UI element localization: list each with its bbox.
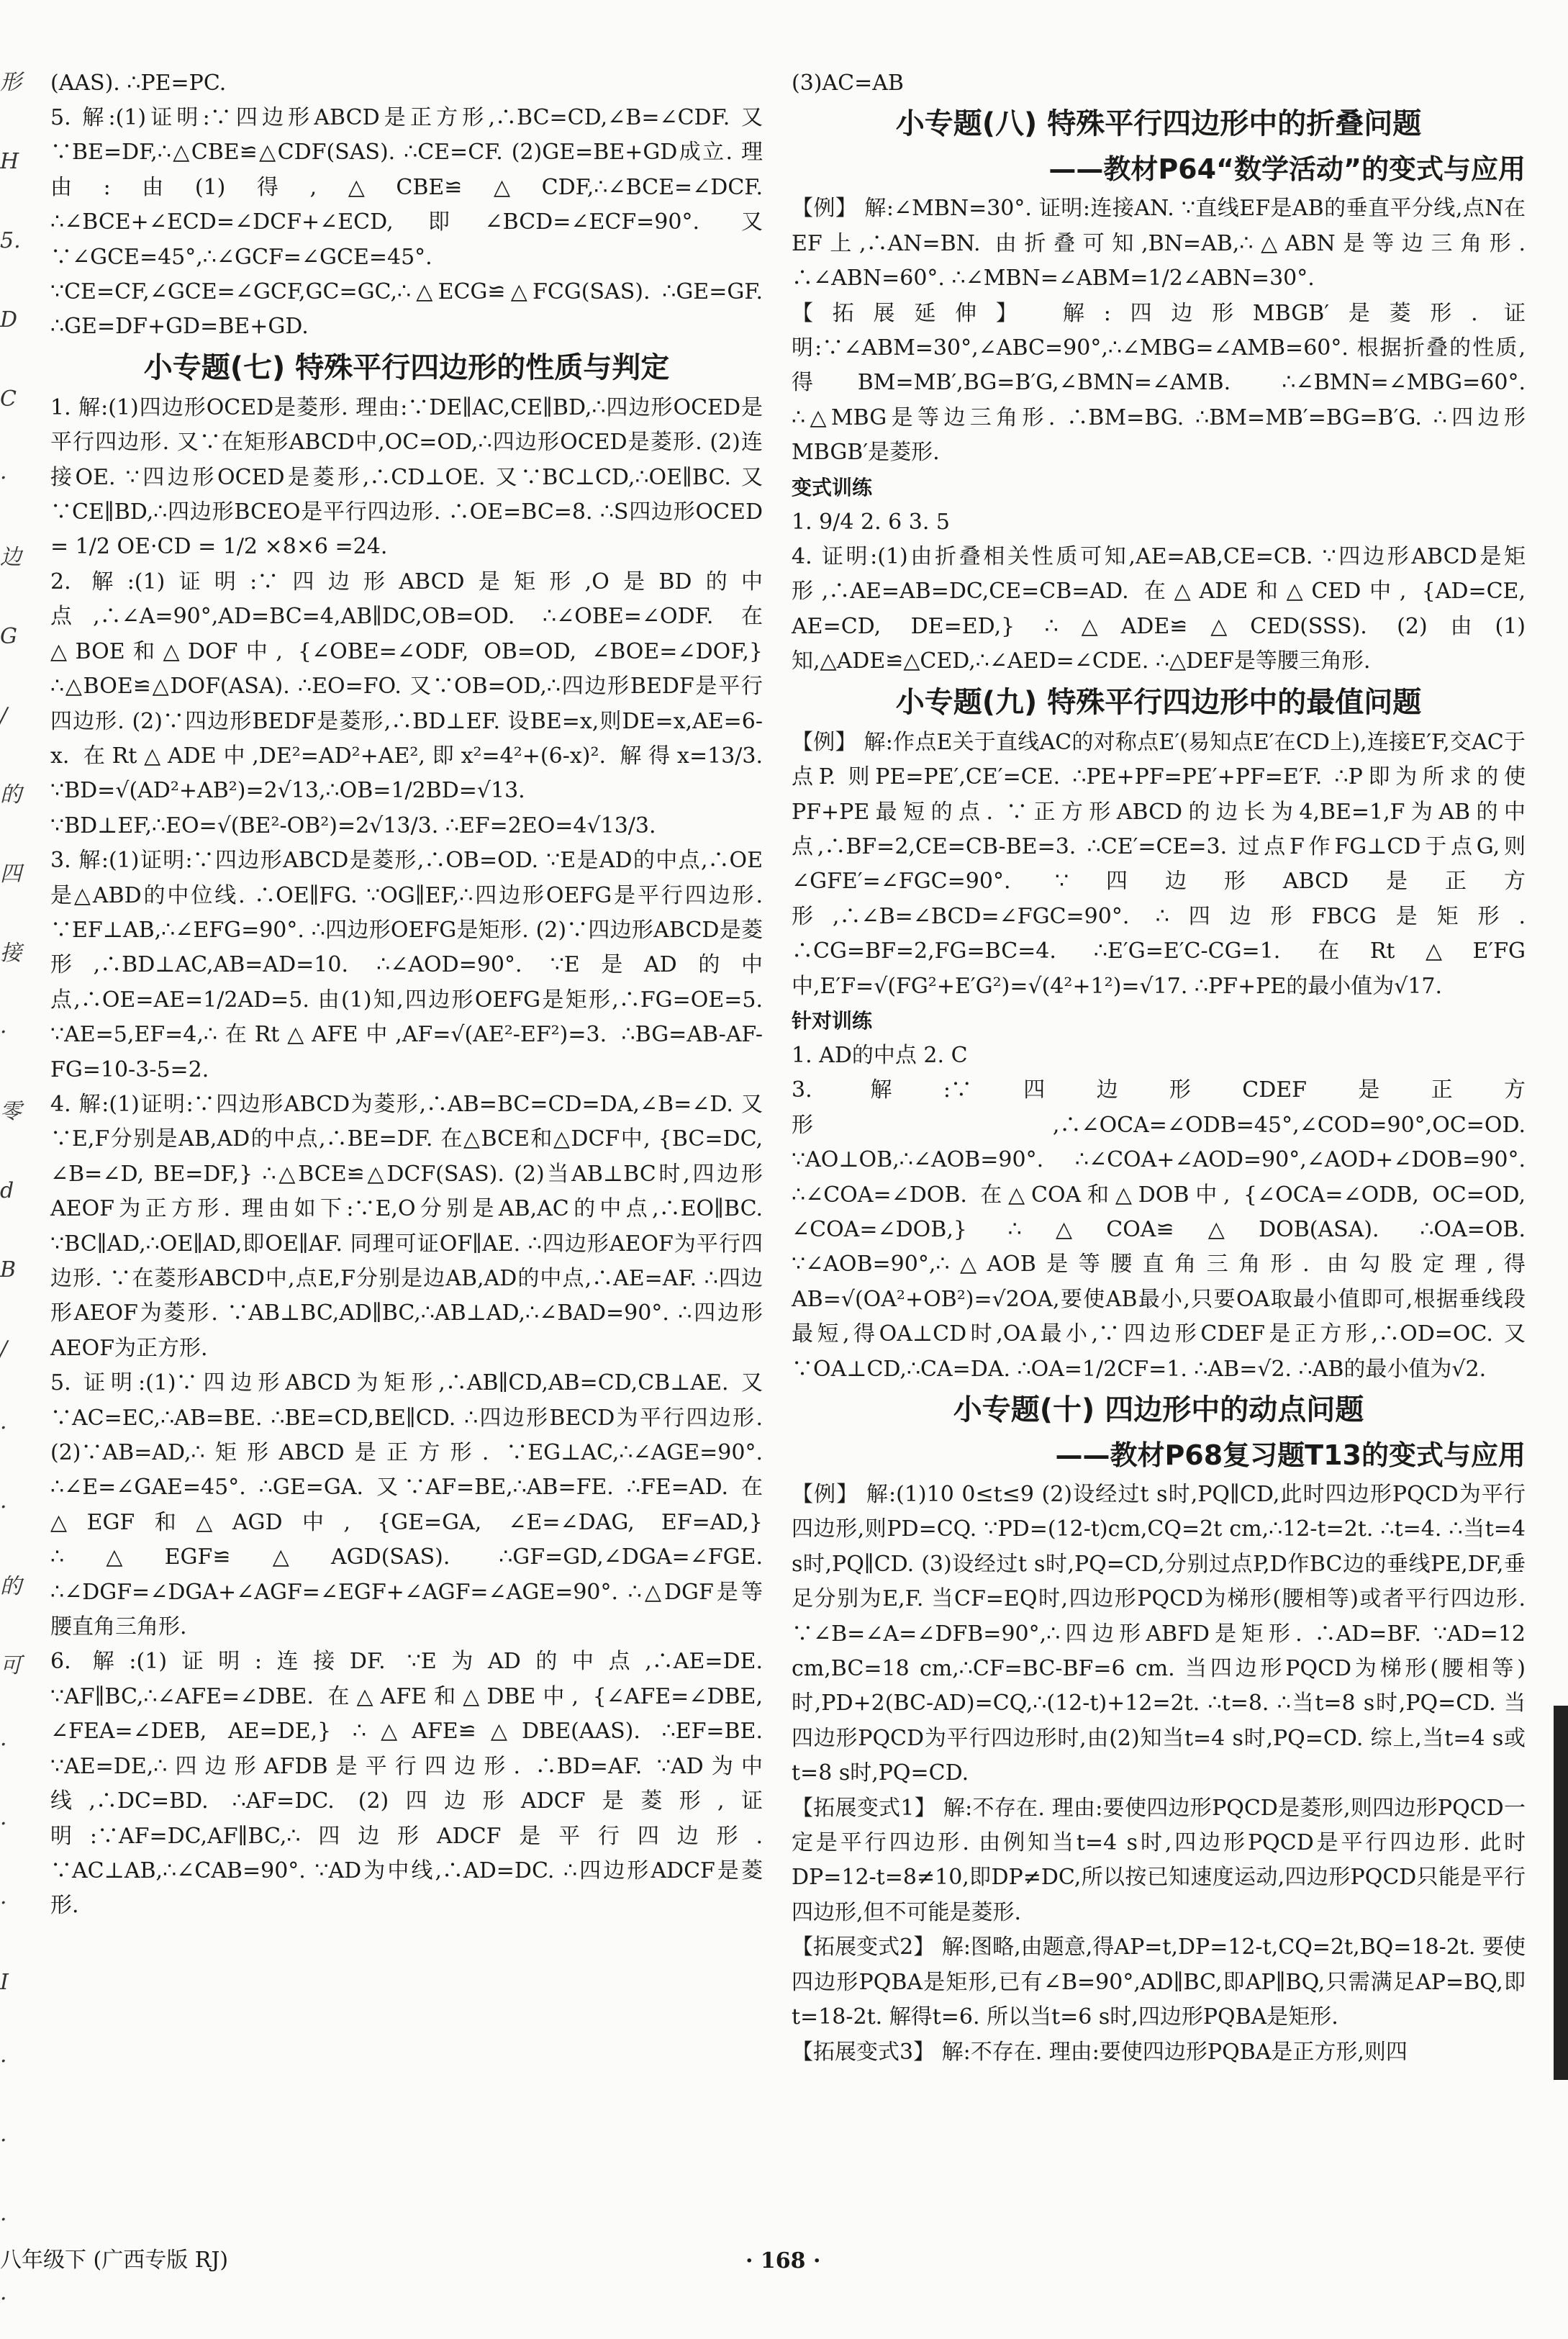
gutter-char: 的 [0, 1574, 22, 1599]
gutter-char: · [0, 1020, 7, 1045]
gutter-char: 零 [0, 1099, 22, 1124]
gutter-char: 边 [0, 545, 22, 570]
gutter-char: · [0, 2207, 7, 2232]
section-title: 小专题(七) 特殊平行四边形的性质与判定 [143, 350, 670, 384]
gutter-char: G [0, 624, 17, 649]
section-title: 小专题(九) 特殊平行四边形中的最值问题 [895, 685, 1422, 719]
section-subtitle: ——教材P64“数学活动”的变式与应用 [1048, 153, 1526, 186]
gutter-char: · [0, 2049, 7, 2074]
gutter-char: C [0, 386, 17, 412]
gutter-char: 可 [0, 1653, 22, 1678]
section-title: 小专题(八) 特殊平行四边形中的折叠问题 [895, 107, 1422, 141]
gutter-char: · [0, 466, 7, 491]
left-items [50, 101, 763, 1924]
solution-paragraph: 【拓展变式2】 解:图略,由题意,得AP=t,DP=12-t,CQ=2t,BQ=18-2t. 要使四边形PQBA是矩形,已有∠B=90°,AD∥BC,即AP∥BQ,只需满足AP=BQ,即t=18-2t. 解得t=6. 所以当t=6 s时,四边形PQBA是矩形. [792, 1935, 1526, 2030]
section-subtitle: ——教材P68复习题T13的变式与应用 [1055, 1439, 1526, 1471]
solution-paragraph: 3. 解:(1)证明:∵四边形ABCD是菱形,∴OB=OD. ∵E是AD的中点,∴OE是△ABD的中位线. ∴OE∥FG. ∵OG∥EF,∴四边形OEFG是平行四边形. ∵EF⊥AB,∴∠EFG=90°. ∴四边形OEFG是矩形. (2)∵四边形ABCD是菱形,∴BD⊥AC,AB=AD=10. ∴∠AOD=90°. ∵E是AD的中点,∴OE=AE=1/2AD=5. 由(1)知,四边形OEFG是矩形,∴FG=OE=5. ∵AE=5,EF=4,∴在Rt△AFE中,AF=√(AE²-EF²)=3. ∴BG=AB-AF-FG=10-3-5=2. [50, 848, 763, 1082]
solution-paragraph: 【拓展变式1】 解:不存在. 理由:要使四边形PQCD是菱形,则四边形PQCD一定是平行四边形. 由例知当t=4 s时,四边形PQCD是平行四边形. 此时DP=12-t=8≠10,即DP≠DC,所以按已知速度运动,四边形PQCD只能是平行四边形,但不可能是菱形. [792, 1795, 1526, 1925]
left-top-line: (AAS). ∴PE=PC. [50, 71, 227, 96]
gutter-char: · [0, 1891, 7, 1916]
binding-edge-mark [1554, 1706, 1568, 2080]
gutter-char: 接 [0, 941, 22, 966]
gutter-char: · [0, 1732, 7, 1757]
solution-paragraph: 2. 解:(1)证明:∵四边形ABCD是矩形,O是BD的中点,∴∠A=90°,AD=BC=4,AB∥DC,OB=OD. ∴∠OBE=∠ODF. 在△BOE和△DOF中, {∠OBE=∠ODF, OB=OD, ∠BOE=∠DOF,} ∴△BOE≌△DOF(ASA). ∴EO=FO. 又∵OB=OD,∴四边形BEDF是平行四边形. (2)∵四边形BEDF是菱形,∴BD⊥EF. 设BE=x,则DE=x,AE=6-x. 在Rt△ADE中,DE²=AD²+AE²,即x²=4²+(6-x)². 解得x=13/3. ∵BD=√(AD²+AB²)=2√13,∴OB=1/2BD=√13. ∵BD⊥EF,∴EO=√(BE²-OB²)=2√13/3. ∴EF=2EO=4√13/3. [50, 569, 763, 838]
gutter-char: B [0, 1257, 17, 1282]
gutter-char: D [0, 307, 18, 332]
right-items [792, 66, 1526, 2070]
gutter-char: · [0, 1811, 7, 1837]
exercise-label: 变式训练 [792, 475, 873, 499]
solution-paragraph: 【例】 解:作点E关于直线AC的对称点E′(易知点E′在CD上),连接E′F,交AC于点P. 则PE=PE′,CE′=CE. ∴PE+PF=PE′+PF=E′F. ∴P即为所求的使PF+PE最短的点. ∵正方形ABCD的边长为4,BE=1,F为AB的中点,∴BF=2,CE=CB-BE=3. ∴CE′=CE=3. 过点F作FG⊥CD于点G,则∠GFE′=∠FGC=90°. ∵四边形ABCD是正方形,∴∠B=∠BCD=∠FGC=90°. ∴四边形FBCG是矩形. ∴CG=BF=2,FG=BC=4. ∴E′G=E′C-CG=1. 在Rt△E′FG中,E′F=√(FG²+E′G²)=√(4²+1²)=√17. ∴PF+PE的最小值为√17. [792, 729, 1526, 999]
solution-paragraph: 5. 解:(1)证明:∵四边形ABCD是正方形,∴BC=CD,∠B=∠CDF. 又∵BE=DF,∴△CBE≌△CDF(SAS). ∴CE=CF. (2)GE=BE+GD成立. 理由:由(1)得,△CBE≌△CDF,∴∠BCE=∠DCF. ∴∠BCE+∠ECD=∠DCF+∠ECD,即∠BCD=∠ECF=90°. 又∵∠GCE=45°,∴∠GCF=∠GCE=45°. ∵CE=CF,∠GCE=∠GCF,GC=GC,∴△ECG≌△FCG(SAS). ∴GE=GF. ∴GE=DF+GD=BE+GD. [50, 105, 763, 340]
gutter-char: d [0, 1178, 14, 1203]
gutter-char: H [0, 149, 19, 174]
gutter-char: / [0, 703, 8, 728]
gutter-char: I [0, 1970, 9, 1995]
gutter-char: 形 [0, 70, 22, 95]
solution-paragraph: 6. 解:(1)证明:连接DF. ∵E为AD的中点,∴AE=DE. ∵AF∥BC,∴∠AFE=∠DBE. 在△AFE和△DBE中, {∠AFE=∠DBE, ∠FEA=∠DEB, AE=DE,} ∴△AFE≌△DBE(AAS). ∴EF=BE. ∵AE=DE,∴四边形AFDB是平行四边形. ∴BD=AF. ∵AD为中线,∴DC=BD. ∴AF=DC. (2)四边形ADCF是菱形,证明:∵AF=DC,AF∥BC,∴四边形ADCF是平行四边形. ∵AC⊥AB,∴∠CAB=90°. ∵AD为中线,∴AD=DC. ∴四边形ADCF是菱形. [50, 1649, 763, 1919]
solution-paragraph: 5. 证明:(1)∵四边形ABCD为矩形,∴AB∥CD,AB=CD,CB⊥AE. 又∵AC=EC,∴AB=BE. ∴BE=CD,BE∥CD. ∴四边形BECD为平行四边形. (2)∵AB=AD,∴矩形ABCD是正方形. ∵EG⊥AC,∴∠AGE=90°. ∴∠E=∠GAE=45°. ∴GE=GA. 又∵AF=BE,∴AB=FE. ∴FE=AD. 在△EGF和△AGD中, {GE=GA, ∠E=∠DAG, EF=AD,} ∴△EGF≌△AGD(SAS). ∴GF=GD,∠DGA=∠FGE. ∴∠DGF=∠DGA+∠AGF=∠EGF+∠AGF=∠AGE=90°. ∴△DGF是等腰直角三角形. [50, 1370, 763, 1640]
left-column [50, 66, 763, 1924]
solution-paragraph: (3)AC=AB [792, 71, 904, 96]
page-number: · 168 · [746, 2248, 821, 2274]
solution-paragraph: 1. 解:(1)四边形OCED是菱形. 理由:∵DE∥AC,CE∥BD,∴四边形OCED是平行四边形. 又∵在矩形ABCD中,OC=OD,∴四边形OCED是菱形. (2)连接OE. ∵四边形OCED是菱形,∴CD⊥OE. 又∵BC⊥CD,∴OE∥BC. 又∵CE∥BD,∴四边形BCEO是平行四边形. ∴OE=BC=8. ∴S四边形OCED = 1/2 OE·CD = 1/2 ×8×6 =24. [50, 394, 763, 560]
gutter-char: 的 [0, 782, 22, 807]
exercise-label: 针对训练 [792, 1008, 873, 1033]
solution-paragraph: 【例】 解:(1)10 0≤t≤9 (2)设经过t s时,PQ∥CD,此时四边形PQCD为平行四边形,则PD=CQ. ∵PD=(12-t)cm,CQ=2t cm,∴12-t=2t. ∴t=4. ∴当t=4 s时,PQ∥CD. (3)设经过t s时,PQ=CD,分别过点P,D作BC边的垂线PE,DF,垂足分别为E,F. 当CF=EQ时,四边形PQCD为梯形(腰相等)或者平行四边形. ∵∠B=∠A=∠DFB=90°,∴四边形ABFD是矩形. ∴AD=BF. ∵AD=12 cm,BC=18 cm,∴CF=BC-BF=6 cm. 当四边形PQCD为梯形(腰相等)时,PD+2(BC-AD)=CQ,∴(12-t)+12=2t. ∴t=8. ∴当t=8 s时,PQ=CD. 当四边形PQCD为平行四边形时,由(2)知当t=4 s时,PQ=CD. 综上,当t=4 s或t=8 s时,PQ=CD. [792, 1482, 1526, 1786]
gutter-char: · [0, 2286, 7, 2312]
left-gutter-cropped-text [0, 43, 22, 2312]
footer-grade: 八年级下 (广西专版 RJ) [0, 2248, 229, 2273]
gutter-char: · [0, 1416, 7, 1441]
solution-paragraph: 【拓展延伸】 解:四边形MBGB′是菱形. 证明:∵∠ABM=30°,∠ABC=90°,∴∠MBG=∠AMB=60°. 根据折叠的性质,得BM=MB′,BG=B′G,∠BMN=∠AMB. ∴∠BMN=∠MBG=60°. ∴△MBG是等边三角形. ∴BM=BG. ∴BM=MB′=BG=B′G. ∴四边形MBGB′是菱形. [792, 300, 1526, 466]
section-title: 小专题(十) 四边形中的动点问题 [953, 1393, 1364, 1426]
gutter-char: · [0, 2128, 7, 2153]
gutter-char: 5. [0, 228, 21, 253]
gutter-char: · [0, 1495, 7, 1520]
gutter-char: 四 [0, 861, 22, 887]
solution-paragraph: 1. 9/4 2. 6 3. 5 [792, 509, 951, 535]
solution-paragraph: 4. 解:(1)证明:∵四边形ABCD为菱形,∴AB=BC=CD=DA,∠B=∠D. 又∵E,F分别是AB,AD的中点,∴BE=DF. 在△BCE和△DCF中, {BC=DC, ∠B=∠D, BE=DF,} ∴△BCE≌△DCF(SAS). (2)当AB⊥BC时,四边形AEOF为正方形. 理由如下:∵E,O分别是AB,AC的中点,∴EO∥BC. ∵BC∥AD,∴OE∥AD,即OE∥AF. 同理可证OF∥AE. ∴四边形AEOF为平行四边形. ∵在菱形ABCD中,点E,F分别是边AB,AD的中点,∴AE=AF. ∴四边形AEOF为菱形. ∵AB⊥BC,AD∥BC,∴AB⊥AD,∴∠BAD=90°. ∴四边形AEOF为正方形. [50, 1091, 763, 1361]
solution-paragraph: 【例】 解:∠MBN=30°. 证明:连接AN. ∵直线EF是AB的垂直平分线,点N在EF上,∴AN=BN. 由折叠可知,BN=AB,∴△ABN是等边三角形. ∴∠ABN=60°. ∴∠MBN=∠ABM=1/2∠ABN=30°. [792, 196, 1526, 291]
gutter-char: / [0, 1336, 8, 1362]
right-column [792, 66, 1526, 2070]
solution-paragraph: 4. 证明:(1)由折叠相关性质可知,AE=AB,CE=CB. ∵四边形ABCD是矩形,∴AE=AB=DC,CE=CB=AD. 在△ADE和△CED中, {AD=CE, AE=CD, DE=ED,} ∴△ADE≌△CED(SSS). (2)由(1)知,△ADE≌△CED,∴∠AED=∠CDE. ∴△DEF是等腰三角形. [792, 544, 1526, 674]
solution-paragraph: 3. 解:∵四边形CDEF是正方形,∴∠OCA=∠ODB=45°,∠COD=90°,OC=OD. ∵AO⊥OB,∴∠AOB=90°. ∴∠COA+∠AOD=90°,∠AOD+∠DOB=90°. ∴∠COA=∠DOB. 在△COA和△DOB中, {∠OCA=∠ODB, OC=OD, ∠COA=∠DOB,} ∴△COA≌△DOB(ASA). ∴OA=OB. ∵∠AOB=90°,∴△AOB是等腰直角三角形. 由勾股定理,得AB=√(OA²+OB²)=√2OA,要使AB最小,只要OA取最小值即可,根据垂线段最短,得OA⊥CD时,OA最小,∵四边形CDEF是正方形,∴OD=OC. 又∵OA⊥CD,∴CA=DA. ∴OA=1/2CF=1. ∴AB=√2. ∴AB的最小值为√2. [792, 1077, 1526, 1382]
solution-paragraph: 【拓展变式3】 解:不存在. 理由:要使四边形PQBA是正方形,则四 [792, 2039, 1408, 2065]
solution-paragraph: 1. AD的中点 2. C [792, 1042, 968, 1068]
